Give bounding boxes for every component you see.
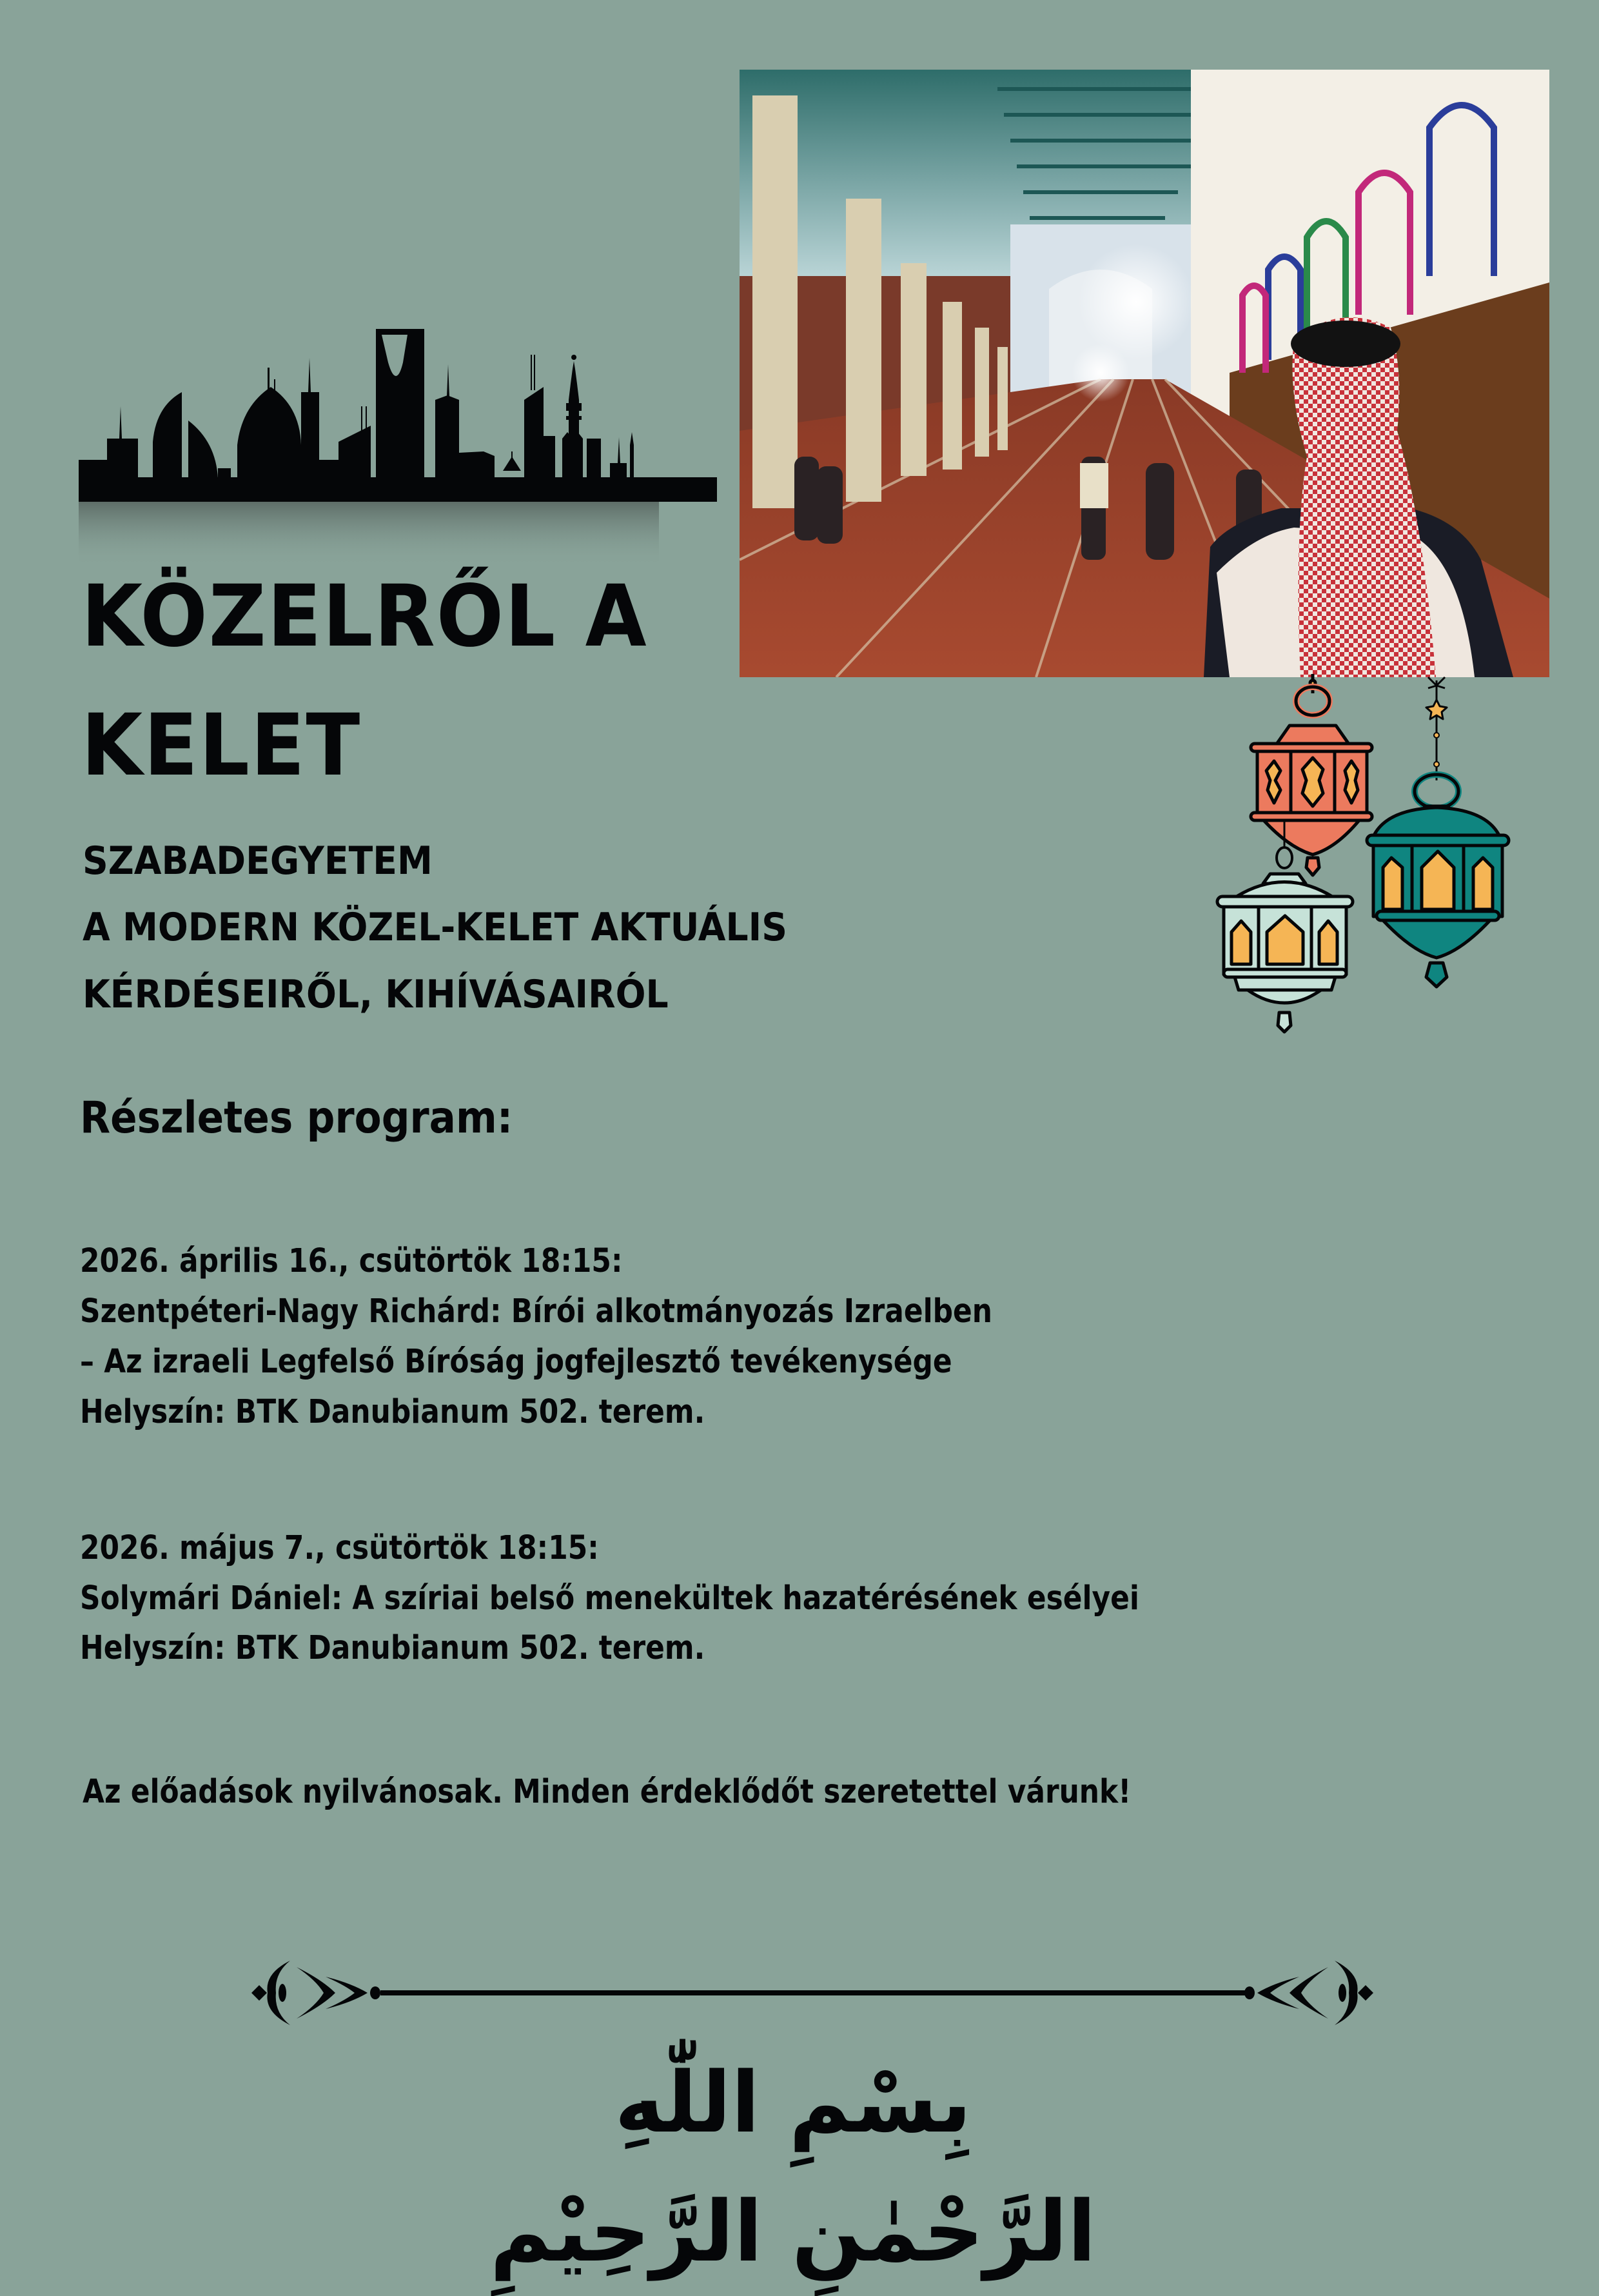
ramadan-lanterns-icon [1199, 674, 1560, 1435]
bismillah-calligraphy: بِسْمِ اللّٰهِ الرَّحْمٰنِ الرَّحِيْمِ [489, 2054, 1097, 2281]
ornamental-divider-icon [239, 1948, 1386, 2044]
event-datetime: 2026. április 16., csütörtök 18:15: [80, 1242, 623, 1280]
event-datetime: 2026. május 7., csütörtök 18:15: [80, 1529, 599, 1567]
subtitle-line-1: SZABADEGYETEM [83, 838, 433, 884]
program-heading: Részletes program: [80, 1093, 513, 1143]
event-talk: Szentpéteri-Nagy Richárd: Bírói alkotmányozás Izraelben [80, 1292, 993, 1331]
mosque-interior-photo [740, 70, 1549, 677]
closing-note: Az előadások nyilvánosak. Minden érdeklődőt szeretettel várunk! [83, 1773, 1132, 1811]
event-talk: Solymári Dániel: A szíriai belső menekültek hazatérésének esélyei [80, 1579, 1139, 1618]
poster-title-line-2: KELET [81, 696, 362, 795]
event-location: Helyszín: BTK Danubianum 502. terem. [80, 1629, 705, 1667]
event-location: Helyszín: BTK Danubianum 502. terem. [80, 1393, 705, 1431]
city-skyline-icon [77, 310, 722, 580]
event-talk-subtitle: – Az izraeli Legfelső Bíróság jogfejlesztő tevékenysége [80, 1343, 952, 1381]
poster-title-line-1: KÖZELRŐL A [81, 567, 648, 666]
subtitle-line-3: KÉRDÉSEIRŐL, KIHÍVÁSAIRÓL [83, 972, 669, 1017]
subtitle-line-2: A MODERN KÖZEL-KELET AKTUÁLIS [83, 905, 787, 950]
